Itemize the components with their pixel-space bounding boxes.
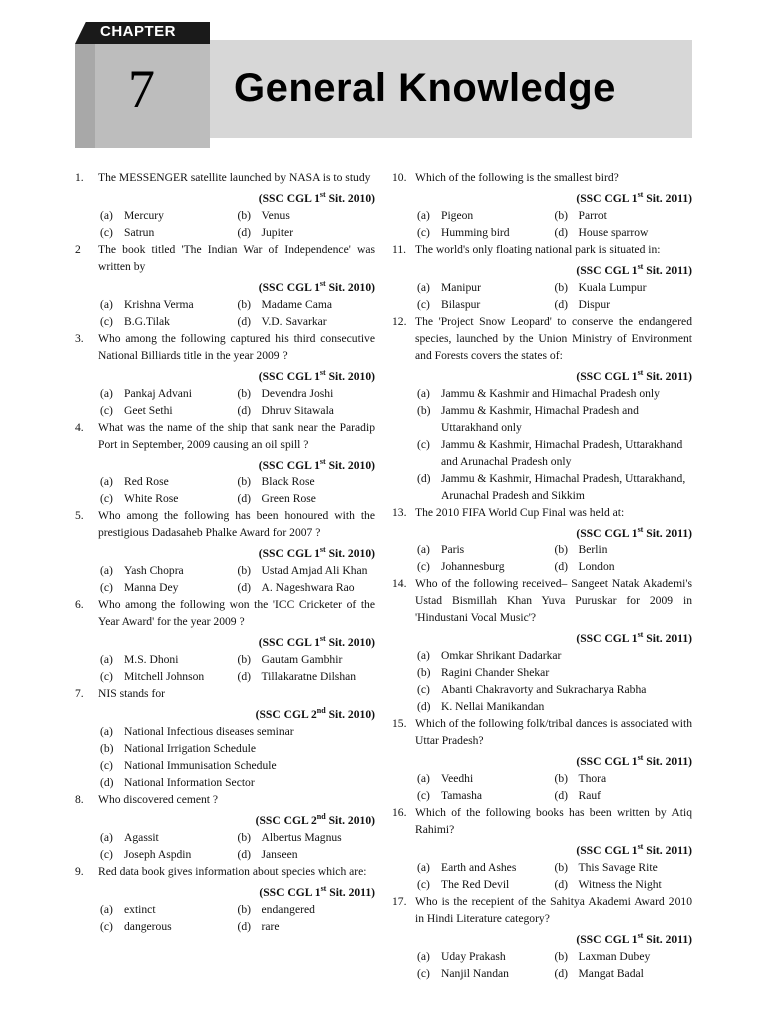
question-number: 12. [392,314,407,328]
option-letter: (d) [237,492,252,506]
chapter-label: CHAPTER [100,23,177,40]
question-source: (SSC CGL 1st Sit. 2011) [259,883,375,899]
option-letter: (a) [417,543,430,557]
option-text: Rauf [578,789,602,803]
option [417,279,555,296]
question-number: 3. [75,331,84,345]
option [100,757,375,774]
question-number: 7. [75,687,84,701]
option-letter: (d) [554,560,569,574]
option-text: Ustad Amjad Ali Khan [261,564,368,578]
option [100,723,375,740]
question-block [392,241,692,313]
option [100,490,238,507]
option-letter: (a) [417,280,430,294]
question-text: 9. Red data book gives information about species which are: [75,864,367,878]
option-letter: (c) [100,225,113,239]
option-text: K. Nellai Manikandan [441,700,545,714]
question-block [392,715,692,804]
option [417,207,555,224]
option [238,207,376,224]
options-list [392,859,692,893]
option-letter: (d) [237,919,252,933]
page-title: General Knowledge [234,66,616,110]
option-letter: (d) [237,847,252,861]
option-letter: (a) [100,208,113,222]
option [238,562,376,579]
option-text: Tamasha [441,789,483,803]
question-source: (SSC CGL 2nd Sit. 2010) [255,812,375,827]
option-text: Pankaj Advani [124,386,192,400]
option [100,402,238,419]
chapter-number: 7 [128,59,155,119]
question-number: 13. [392,505,407,519]
question-number: 16. [392,806,407,820]
option-letter: (b) [237,902,252,916]
option-text: This Savage Rite [578,861,658,875]
option-letter: (a) [100,475,113,489]
option-letter: (a) [100,297,113,311]
option-text: Joseph Aspdin [124,847,192,861]
option [100,774,375,791]
options-list [75,829,375,863]
option [100,668,238,685]
option [238,918,376,935]
option-letter: (c) [100,314,113,328]
option-text: Witness the Night [578,878,662,892]
option-text: Mitchell Johnson [124,670,205,684]
option-letter: (c) [100,492,113,506]
question-text: 8. Who discovered cement ? [75,793,219,807]
option-letter: (b) [237,564,252,578]
option-text: Gautam Gambhir [261,653,343,667]
option-letter: (d) [554,297,569,311]
option-letter: (a) [100,386,113,400]
question-block [392,169,692,241]
option-text: Bilaspur [441,297,481,311]
question-text: 16. Which of the following books has been written by Atiq Rahimi? [392,806,692,837]
question-source: (SSC CGL 1st Sit. 2011) [576,931,692,946]
question-block [392,893,692,982]
option [238,313,376,330]
option-letter: (c) [100,919,113,933]
option-text: Earth and Ashes [441,861,517,875]
option [417,647,692,664]
option [555,948,693,965]
option-letter: (a) [417,861,430,875]
question-block [75,596,375,685]
options-list [392,207,692,241]
option-letter: (c) [417,966,430,980]
option-text: Omkar Shrikant Dadarkar [441,649,562,663]
option [555,876,693,893]
option-letter: (b) [554,280,569,294]
option-text: Jammu & Kashmir and Himachal Pradesh only [441,386,660,400]
option [238,296,376,313]
option-letter: (a) [417,949,430,963]
option-text: endangered [261,902,315,916]
option-text: Venus [261,208,290,222]
option-text: Jammu & Kashmir, Himachal Pradesh, Uttarakhand and Arunachal Pradesh only [441,437,683,468]
question-block [392,313,692,504]
question-block [392,575,692,715]
option-text: B.G.Tilak [124,314,170,328]
option [100,562,238,579]
option [100,829,238,846]
question-block [75,863,375,935]
option-letter: (b) [237,475,252,489]
option [100,224,238,241]
question-source: (SSC CGL 1st Sit. 2011) [576,367,692,383]
option [100,651,238,668]
option-letter: (c) [417,878,430,892]
option-letter: (b) [554,949,569,963]
question-text: 17. Who is the recepient of the Sahitya Akademi Award 2010 in Hindi Literature category? [392,895,692,926]
question-block [75,330,375,419]
question-text: 15. Which of the following folk/tribal dances is associated with Uttar Pradesh? [392,717,692,748]
option [417,402,692,436]
option-letter: (d) [554,878,569,892]
questions-column-left [75,169,375,935]
option-text: National Infectious diseases seminar [124,725,294,739]
option-letter: (b) [554,861,569,875]
option-text: Abanti Chakravorty and Sukracharya Rabha [441,683,647,697]
option-letter: (d) [237,581,252,595]
option-text: extinct [124,902,156,916]
option [100,740,375,757]
question-number: 17. [392,895,407,909]
question-text: 5. Who among the following has been honoured with the prestigious Dadasaheb Phalke Award for 2007 ? [75,509,375,540]
question-number: 6. [75,598,84,612]
question-block [75,419,375,508]
question-number: 9. [75,864,84,878]
option-letter: (c) [100,759,113,773]
question-number: 2 [75,242,81,256]
option-text: Krishna Verma [124,297,194,311]
option-letter: (b) [237,208,252,222]
option-letter: (a) [100,830,113,844]
option [555,224,693,241]
question-source: (SSC CGL 1st Sit. 2011) [576,190,692,205]
option-letter: (a) [100,564,113,578]
option-letter: (a) [417,772,430,786]
question-block [75,507,375,596]
option [417,770,555,787]
option-text: Yash Chopra [124,564,184,578]
option-letter: (c) [100,403,113,417]
options-list [75,723,375,791]
option-text: White Rose [124,492,179,506]
option [555,787,693,804]
option [100,579,238,596]
question-source: (SSC CGL 1st Sit. 2011) [576,753,692,769]
option-text: National Immunisation Schedule [124,759,277,773]
option-text: Mangat Badal [578,966,644,980]
option-letter: (c) [417,560,430,574]
option-letter: (b) [237,653,252,667]
option-letter: (d) [237,670,252,684]
question-text: 2 The book titled 'The Indian War of Independence' was written by [75,242,375,273]
option-letter: (d) [554,225,569,239]
question-number: 1. [75,171,84,184]
option [555,279,693,296]
option [238,668,376,685]
option-text: Nanjil Nandan [441,966,509,980]
option [100,296,238,313]
question-source: (SSC CGL 1st Sit. 2010) [258,278,375,294]
option [417,876,555,893]
option [238,490,376,507]
option [238,402,376,419]
options-list [75,207,375,241]
option-letter: (d) [554,966,569,980]
option [100,918,238,935]
question-text: 6. Who among the following won the 'ICC Cricketer of the Year Award' for the year 2009 ? [75,598,375,629]
option-text: Manna Dey [124,581,179,595]
option [417,681,692,698]
option-letter: (a) [417,208,430,222]
option [417,224,555,241]
option-text: Pigeon [441,208,474,222]
option-letter: (d) [237,314,252,328]
option-letter: (b) [237,297,252,311]
option-text: Jammu & Kashmir, Himachal Pradesh and Uttarakhand only [441,403,639,434]
option-letter: (d) [417,700,431,714]
option-text: National Information Sector [124,776,255,790]
question-number: 5. [75,509,84,523]
option-letter: (b) [554,208,569,222]
option-letter: (a) [417,386,430,400]
option-letter: (d) [100,776,114,790]
option [555,859,693,876]
option-text: Mercury [124,208,164,222]
option-letter: (d) [237,225,252,239]
option-letter: (c) [100,670,113,684]
question-text: 4. What was the name of the ship that sank near the Paradip Port in September, 2009 causing an oil spill ? [75,420,375,451]
question-source: (SSC CGL 1st Sit. 2010) [258,190,375,205]
option [100,385,238,402]
option-text: Geet Sethi [124,403,173,417]
option-text: Johannesburg [441,560,505,574]
question-number: 4. [75,420,84,434]
option-text: Manipur [441,280,481,294]
option-text: Madame Cama [261,297,333,311]
question-block [392,804,692,893]
option-text: Kuala Lumpur [578,280,647,294]
options-list [75,562,375,596]
options-list [392,770,692,804]
option-letter: (c) [417,225,430,239]
option-letter: (c) [417,437,430,451]
option [100,473,238,490]
option [238,901,376,918]
question-source: (SSC CGL 1st Sit. 2010) [258,545,375,561]
option-text: rare [261,919,280,933]
option-text: Humming bird [441,225,510,239]
option-text: Parrot [578,208,607,222]
option-text: Red Rose [124,475,169,489]
option-text: Dispur [578,297,611,311]
option-letter: (c) [417,789,430,803]
option-letter: (b) [417,403,431,417]
option [417,948,555,965]
question-number: 14. [392,577,407,591]
question-source: (SSC CGL 1st Sit. 2011) [576,630,692,646]
options-list [75,385,375,419]
question-number: 10. [392,171,407,184]
option [417,859,555,876]
option-text: Laxman Dubey [578,949,651,963]
question-text: 12. The 'Project Snow Leopard' to conserve the endangered species, launched by the Union Ministry of Environment and Forests covers the states of: [392,314,692,362]
option [417,470,692,504]
option-text: Albertus Magnus [261,830,342,844]
question-source: (SSC CGL 1st Sit. 2011) [576,261,692,277]
question-number: 11. [392,242,407,256]
option [555,770,693,787]
question-source: (SSC CGL 2nd Sit. 2010) [255,706,375,722]
option [417,664,692,681]
option-letter: (b) [237,386,252,400]
question-text: 10. Which of the following is the smallest bird? [392,171,619,184]
option-text: Jammu & Kashmir, Himachal Pradesh, Uttarakhand, Arunachal Pradesh and Sikkim [441,471,686,502]
option-text: M.S. Dhoni [124,653,179,667]
option-text: V.D. Savarkar [261,314,327,328]
option [417,541,555,558]
option [417,787,555,804]
question-block [75,791,375,863]
option [555,207,693,224]
option-letter: (c) [417,297,430,311]
option-text: The Red Devil [441,878,510,892]
option-letter: (b) [100,742,114,756]
option [555,296,693,313]
options-list [75,473,375,507]
option [555,965,693,982]
option-letter: (d) [417,471,431,485]
option-letter: (c) [100,847,113,861]
options-list [392,948,692,982]
question-source: (SSC CGL 1st Sit. 2010) [258,367,375,383]
option-text: Berlin [578,543,608,557]
question-text: 1. The MESSENGER satellite launched by NASA is to study [75,171,371,184]
question-block [75,685,375,791]
option [238,829,376,846]
option-text: Veedhi [441,772,474,786]
option [555,541,693,558]
question-block [75,241,375,330]
option-text: Green Rose [261,492,316,506]
question-text: 7. NIS stands for [75,687,165,701]
question-source: (SSC CGL 1st Sit. 2011) [576,524,692,540]
option-letter: (a) [100,725,113,739]
option [238,579,376,596]
question-source: (SSC CGL 1st Sit. 2011) [576,842,692,858]
option-letter: (d) [237,403,252,417]
question-block [392,504,692,576]
option-text: Black Rose [261,475,315,489]
question-text: 11. The world's only floating national park is situated in: [392,242,661,256]
option [238,651,376,668]
option [417,965,555,982]
option-text: House sparrow [578,225,649,239]
questions-column-right [392,169,692,982]
options-list [75,651,375,685]
option-letter: (a) [100,902,113,916]
chapter-box-shade [75,44,95,148]
option [238,846,376,863]
question-block [75,169,375,241]
question-text: 14. Who of the following received– Sangeet Natak Akademi's Ustad Bismillah Khan Yuva Puruskar for 2009 in 'Hindustani Vocal Music'? [392,577,692,625]
option-letter: (b) [237,830,252,844]
question-source: (SSC CGL 1st Sit. 2010) [258,634,375,650]
option-letter: (a) [417,649,430,663]
option [417,436,692,470]
question-text: 13. The 2010 FIFA World Cup Final was held at: [392,505,625,519]
option [417,296,555,313]
options-list [392,385,692,504]
option-text: Jupiter [261,225,294,239]
option-text: National Irrigation Schedule [124,742,256,756]
option [238,385,376,402]
option-letter: (b) [554,543,569,557]
option-letter: (a) [100,653,113,667]
option-text: Satrun [124,225,155,239]
option [417,558,555,575]
option-letter: (c) [417,683,430,697]
option [100,313,238,330]
option-letter: (b) [417,666,431,680]
option [555,558,693,575]
option [238,224,376,241]
option [417,385,692,402]
option-text: Devendra Joshi [261,386,334,400]
option-text: London [578,560,615,574]
options-list [392,647,692,715]
option-text: Ragini Chander Shekar [441,666,550,680]
option-text: Paris [441,543,465,557]
options-list [75,901,375,935]
option-letter: (b) [554,772,569,786]
option-text: Agassit [124,830,159,844]
option-text: A. Nageshwara Rao [261,581,355,595]
option-text: Janseen [261,847,298,861]
option-text: Tillakaratne Dilshan [261,670,357,684]
option [100,846,238,863]
options-list [75,296,375,330]
question-source: (SSC CGL 1st Sit. 2010) [258,456,375,472]
option-text: Thora [578,772,607,786]
options-list [392,279,692,313]
question-number: 15. [392,717,407,731]
question-text: 3. Who among the following captured his third consecutive National Billiards title in the year 2009 ? [75,331,375,362]
option-letter: (d) [554,789,569,803]
option [238,473,376,490]
option-text: dangerous [124,919,172,933]
option [100,207,238,224]
option-letter: (c) [100,581,113,595]
option-text: Dhruv Sitawala [261,403,334,417]
option [417,698,692,715]
option-text: Uday Prakash [441,949,506,963]
question-number: 8. [75,793,84,807]
option [100,901,238,918]
options-list [392,541,692,575]
